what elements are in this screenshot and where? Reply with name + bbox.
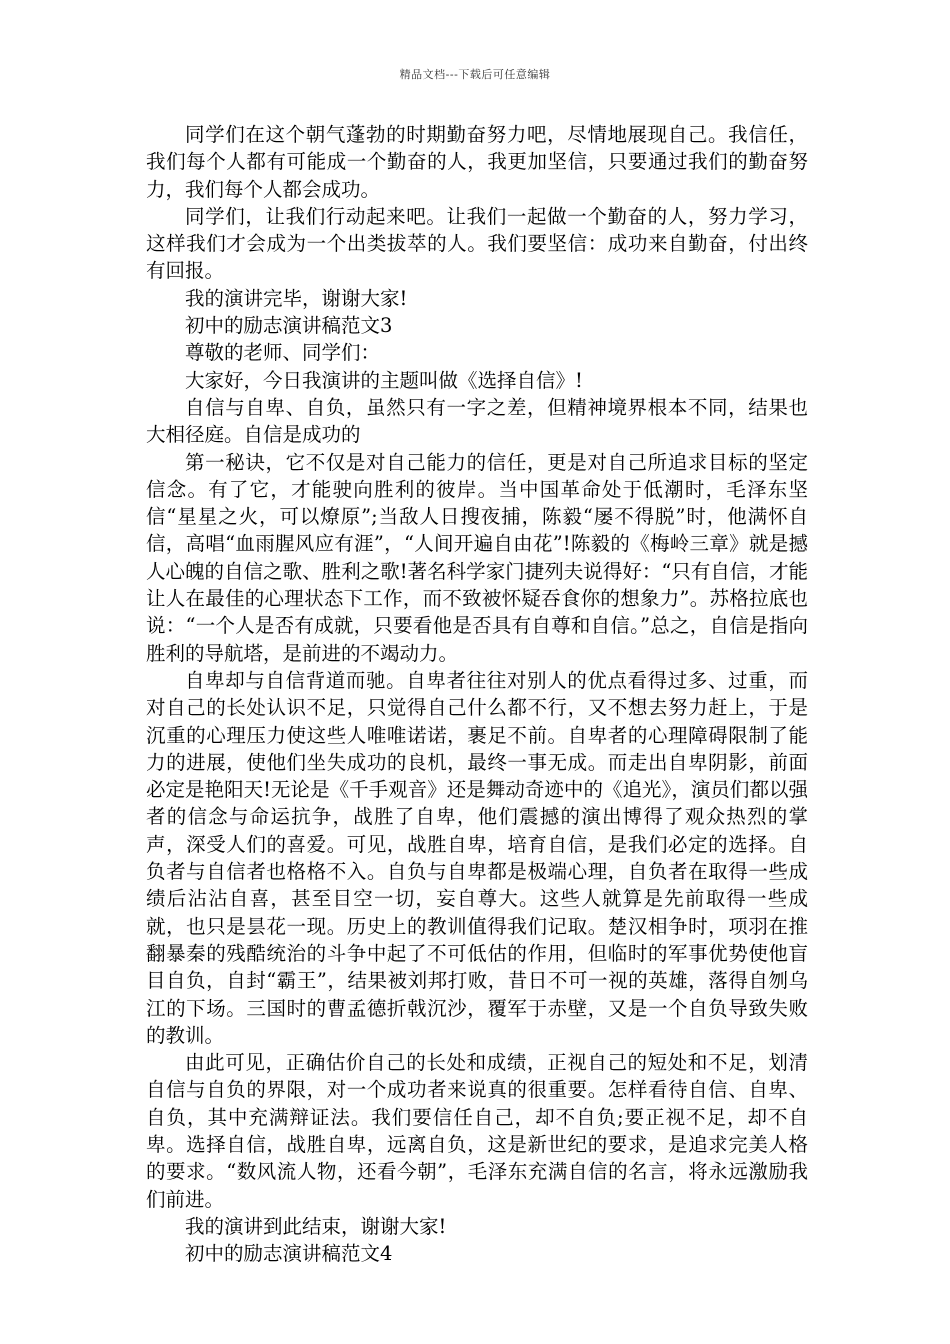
- page-header: 精品文档---下载后可任意编辑: [399, 68, 551, 81]
- paragraph: 同学们，让我们行动起来吧。让我们一起做一个勤奋的人，努力学习，这样我们才会成为一个出类拔萃的人。我们要坚信：成功来自勤奋，付出终有回报。: [146, 204, 808, 283]
- closing-line: 我的演讲完毕，谢谢大家!: [185, 286, 408, 310]
- closing-line: 我的演讲到此结束，谢谢大家!: [185, 1214, 447, 1238]
- salutation: 尊敬的老师、同学们：: [185, 341, 381, 365]
- paragraph: 由此可见，正确估价自己的长处和成绩，正视自己的短处和不足，划清自信与自负的界限，对一个成功者来说真的很重要。怎样看待自信、自卑、自负，其中充满辩证法。我们要信任自己，却不自负;要正视不足，却不自卑。选择自信，战胜自卑，远离自负，这是新世纪的要求，是追求完美人格的要求。“数风流人物，还看今朝”，毛泽东充满自信的名言，将永远激励我们前进。: [146, 1051, 808, 1211]
- paragraph: 同学们在这个朝气蓬勃的时期勤奋努力吧，尽情地展现自己。我信任，我们每个人都有可能成一个勤奋的人，我更加坚信，只要通过我们的勤奋努力，我们每个人都会成功。: [146, 123, 808, 201]
- paragraph: 自卑却与自信背道而驰。自卑者往往对别人的优点看得过多、过重，而对自己的长处认识不足，只觉得自己什么都不行，又不想去努力赶上，于是沉重的心理压力使这些人唯唯诺诺，裹足不前。自卑者的心理障碍限制了能力的进展，使他们坐失成功的良机，最终一事无成。而走出自卑阴影，前面必定是艳阳天!无论是《千手观音》还是舞动奇迹中的《追光》，演员们都以强者的信念与命运抗争，战胜了自卑，他们震撼的演出博得了观众热烈的掌声，深受人们的喜爱。可见，战胜自卑，培育自信，是我们必定的选择。自负者与自信者也格格不入。自负与自卑都是极端心理，自负者在取得一些成绩后沾沾自喜，甚至目空一切，妄自尊大。这些人就算是先前取得一些成就，也只是昙花一现。历史上的教训值得我们记取。楚汉相争时，项羽在推翻暴秦的残酷统治的斗争中起了不可低估的作用，但临时的军事优势使他盲目自负，自封“霸王”，结果被刘邦打败，昔日不可一视的英雄，落得自刎乌江的下场。三国时的曹孟德折戟沉沙，覆军于赤壁，又是一个自负导致失败的教训。: [146, 668, 808, 1047]
- document-body: [146, 121, 808, 1267]
- greeting: 大家好，今日我演讲的主题叫做《选择自信》!: [185, 368, 583, 392]
- section-title: 初中的励志演讲稿范文3: [185, 314, 393, 338]
- paragraph: 第一秘诀，它不仅是对自己能力的信任，更是对自己所追求目标的坚定信念。有了它，才能驶向胜利的彼岸。当中国革命处于低潮时，毛泽东坚信“星星之火，可以燎原”;当敌人日搜夜捕，陈毅“屡不得脱”时，他满怀自信，高唱“血雨腥风应有涯”，“人间开遍自由花”!陈毅的《梅岭三章》就是撼人心魄的自信之歌、胜利之歌!著名科学家门捷列夫说得好：“只有自信，才能让人在最佳的心理状态下工作，而不致被怀疑吞食你的想象力”。苏格拉底也说：“一个人是否有成就，只要看他是否具有自尊和自信。”总之，自信是指向胜利的导航塔，是前进的不竭动力。: [146, 450, 808, 665]
- paragraph: 自信与自卑、自负，虽然只有一字之差，但精神境界根本不同，结果也大相径庭。自信是成功的: [146, 395, 808, 447]
- section-title: 初中的励志演讲稿范文4: [185, 1242, 393, 1266]
